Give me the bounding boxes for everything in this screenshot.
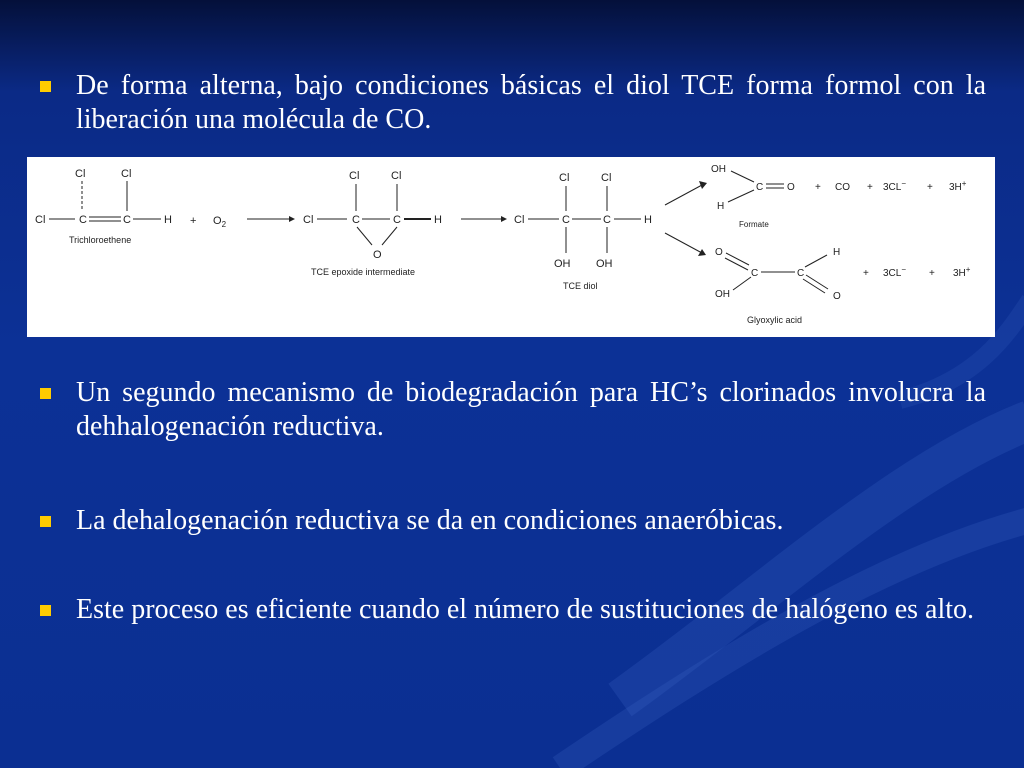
atom-label: Cl bbox=[35, 214, 46, 226]
bullet-text: Este proceso es eficiente cuando el número de sustituciones de halógeno es alto. bbox=[76, 594, 975, 625]
plus-sign: + bbox=[929, 268, 935, 279]
bullet-item bbox=[40, 504, 986, 538]
atom-label: O bbox=[715, 247, 723, 258]
bullet-item bbox=[40, 376, 986, 444]
atom-label: OH bbox=[554, 258, 571, 270]
epoxide-molecule bbox=[303, 170, 442, 277]
plus-sign: + bbox=[190, 215, 197, 227]
proton-ions: 3H+ bbox=[949, 179, 967, 193]
atom-label: H bbox=[164, 214, 172, 226]
formate-label: Formate bbox=[739, 220, 769, 229]
tce-molecule bbox=[35, 168, 172, 245]
bullet-text: Un segundo mecanismo de biodegradación para HC’s clorinados involucra la dehhalogenación reductiva. bbox=[76, 377, 986, 442]
atom-label: H bbox=[833, 247, 841, 258]
atom-label: C bbox=[123, 214, 131, 226]
atom-label: C bbox=[751, 268, 759, 279]
atom-label: Cl bbox=[601, 172, 612, 184]
atom-label: Cl bbox=[349, 170, 360, 182]
plus-sign: + bbox=[927, 182, 933, 193]
atom-label: C bbox=[797, 268, 805, 279]
plus-sign: + bbox=[815, 182, 821, 193]
atom-label: OH bbox=[711, 164, 726, 175]
tce-label: Trichloroethene bbox=[69, 235, 132, 245]
bullet-item bbox=[40, 69, 986, 137]
bullet-text: De forma alterna, bajo condiciones básicas el diol TCE forma formol con la liberación una molécula de CO. bbox=[76, 70, 986, 135]
plus-sign: + bbox=[863, 268, 869, 279]
atom-label: C bbox=[352, 214, 360, 226]
atom-label: Cl bbox=[559, 172, 570, 184]
atom-label: Cl bbox=[514, 214, 525, 226]
atom-label: Cl bbox=[391, 170, 402, 182]
glyoxylic-acid-products bbox=[715, 247, 971, 325]
atom-label: H bbox=[717, 201, 725, 212]
atom-label: O bbox=[373, 249, 382, 261]
epoxide-label: TCE epoxide intermediate bbox=[311, 267, 416, 277]
reaction-arrow bbox=[665, 185, 702, 205]
atom-label: Cl bbox=[121, 168, 132, 180]
bullet-marker bbox=[40, 81, 51, 92]
atom-label: C bbox=[562, 214, 570, 226]
atom-label: C bbox=[756, 182, 764, 193]
atom-label: O bbox=[787, 182, 795, 193]
atom-label: C bbox=[603, 214, 611, 226]
glyoxylic-acid-label: Glyoxylic acid bbox=[747, 315, 803, 325]
plus-sign: + bbox=[867, 182, 873, 193]
reaction-arrow bbox=[665, 233, 702, 253]
oxygen-molecule: $O_2$ bbox=[213, 215, 227, 229]
bullet-marker bbox=[40, 605, 51, 616]
atom-label: H bbox=[644, 214, 652, 226]
co-product: CO bbox=[835, 182, 850, 193]
atom-label: Cl bbox=[75, 168, 86, 180]
bullet-marker bbox=[40, 388, 51, 399]
atom-label: C bbox=[393, 214, 401, 226]
chloride-ions: 3CL− bbox=[883, 179, 907, 193]
atom-label: OH bbox=[715, 289, 730, 300]
formate-products bbox=[711, 164, 967, 229]
chloride-ions: 3CL− bbox=[883, 265, 907, 279]
reaction-scheme-figure bbox=[27, 157, 995, 337]
bullet-item bbox=[40, 593, 986, 627]
bullet-marker bbox=[40, 516, 51, 527]
proton-ions: 3H+ bbox=[953, 265, 971, 279]
diol-label: TCE diol bbox=[563, 281, 598, 291]
atom-label: O bbox=[833, 291, 841, 302]
atom-label: Cl bbox=[303, 214, 314, 226]
atom-label: H bbox=[434, 214, 442, 226]
atom-label: C bbox=[79, 214, 87, 226]
bullet-text: La dehalogenación reductiva se da en condiciones anaeróbicas. bbox=[76, 505, 784, 536]
atom-label: OH bbox=[596, 258, 613, 270]
diol-molecule bbox=[514, 172, 652, 291]
